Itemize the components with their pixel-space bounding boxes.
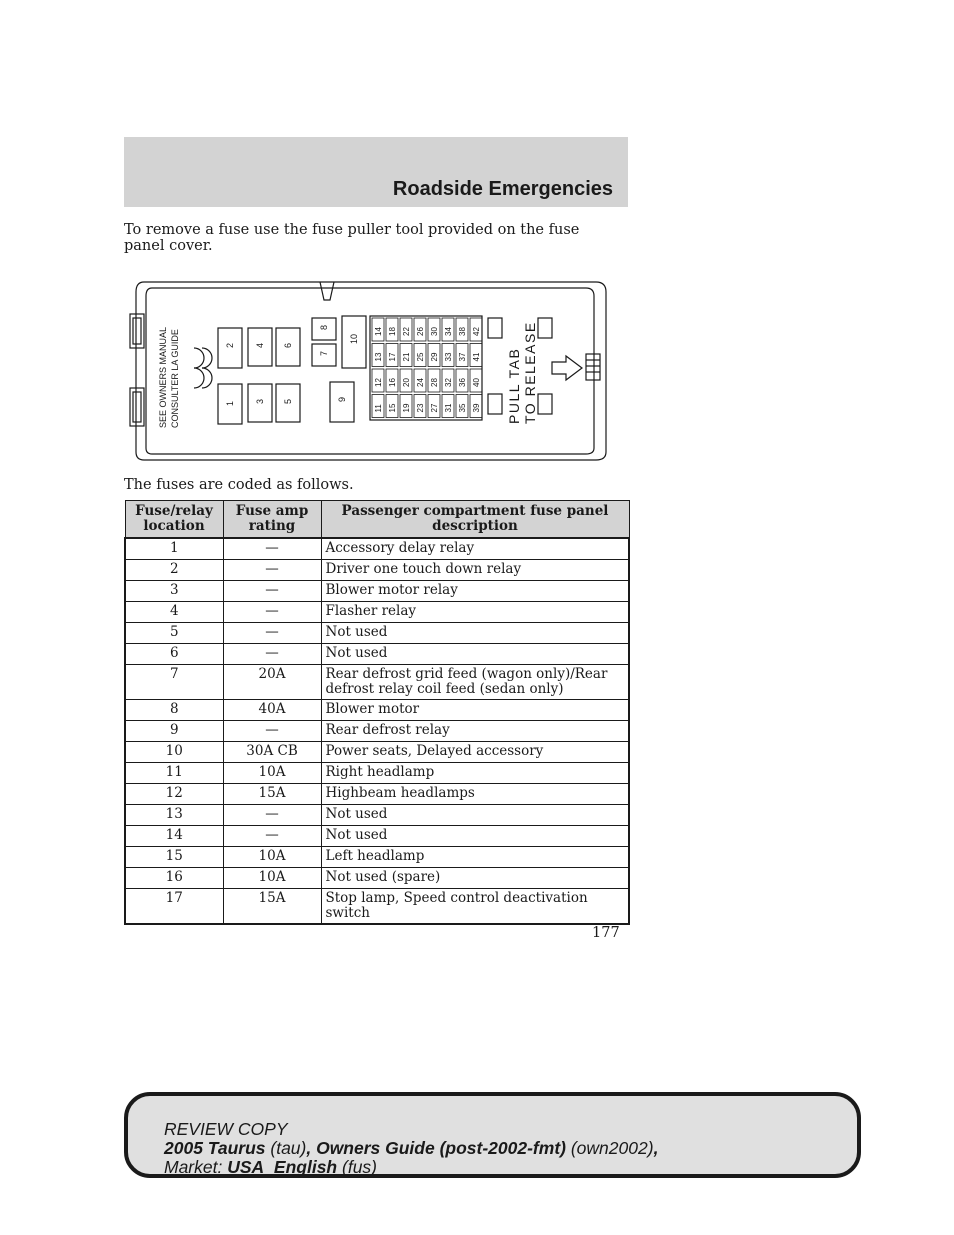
relay-number: 6 [283, 342, 293, 348]
cell-rating: — [223, 826, 321, 847]
col-header-description: Passenger compartment fuse panel description [321, 501, 629, 539]
fuse-number: 14 [374, 327, 383, 336]
table-row [125, 581, 629, 602]
fuse-number: 11 [374, 404, 383, 413]
page-number: 177 [592, 925, 620, 941]
table-row [125, 868, 629, 889]
table-row [125, 763, 629, 784]
table-row [125, 538, 629, 560]
cell-description: Blower motor [321, 700, 629, 721]
table-row [125, 602, 629, 623]
table-row [125, 826, 629, 847]
cell-location: 13 [125, 805, 223, 826]
release-label: TO RELEASE [522, 321, 538, 424]
cell-rating: 10A [223, 868, 321, 889]
fuse-number: 25 [416, 352, 425, 362]
cell-rating: — [223, 623, 321, 644]
cell-description: Left headlamp [321, 847, 629, 868]
cell-location: 7 [125, 665, 223, 700]
table-row [125, 847, 629, 868]
coded-text: The fuses are coded as follows. [124, 477, 354, 493]
pull-tab-label: PULL TAB [506, 347, 522, 424]
market-label: Market: [164, 1157, 223, 1177]
cell-description: Blower motor relay [321, 581, 629, 602]
cell-location: 12 [125, 784, 223, 805]
cell-location: 14 [125, 826, 223, 847]
fuse-number: 36 [458, 378, 467, 387]
fuse-number: 34 [444, 327, 453, 336]
relay-number: 10 [349, 333, 359, 344]
relay-number: 5 [283, 398, 293, 404]
table-row [125, 560, 629, 581]
review-copy-label: REVIEW COPY [164, 1119, 288, 1139]
fuse-number: 42 [472, 327, 481, 336]
fuse-table [124, 500, 630, 925]
cell-rating: — [223, 644, 321, 665]
cell-rating: — [223, 538, 321, 560]
fuse-number: 38 [458, 327, 467, 336]
cell-location: 1 [125, 538, 223, 560]
cell-location: 2 [125, 560, 223, 581]
fuse-number: 19 [402, 403, 411, 413]
relay-number: 1 [225, 400, 235, 406]
review-copy-footer [124, 1092, 861, 1178]
section-header-band [124, 137, 628, 207]
fuse-number: 40 [472, 378, 481, 387]
cell-description: Power seats, Delayed accessory [321, 742, 629, 763]
fuse-number: 37 [458, 352, 467, 362]
cell-description: Not used [321, 805, 629, 826]
table-row [125, 623, 629, 644]
cell-rating: — [223, 602, 321, 623]
panel-label-fr: CONSULTER LA GUIDE [170, 329, 180, 428]
cell-description: Rear defrost grid feed (wagon only)/Rear defrost relay coil feed (sedan only) [321, 665, 629, 700]
fuse-number: 17 [388, 352, 397, 362]
section-title: Roadside Emergencies [392, 178, 613, 200]
cell-description: Not used [321, 623, 629, 644]
fuse-number: 29 [430, 352, 439, 362]
cell-description: Highbeam headlamps [321, 784, 629, 805]
cell-location: 8 [125, 700, 223, 721]
fuse-number: 41 [472, 352, 481, 362]
cell-description: Not used [321, 826, 629, 847]
table-row [125, 665, 629, 700]
relay-number: 8 [319, 324, 329, 330]
cell-description: Accessory delay relay [321, 538, 629, 560]
cell-location: 3 [125, 581, 223, 602]
fuse-number: 32 [444, 378, 453, 387]
cell-rating: — [223, 805, 321, 826]
fuse-number: 18 [388, 327, 397, 336]
fuse-number: 27 [430, 403, 439, 413]
cell-description: Right headlamp [321, 763, 629, 784]
fuse-number: 28 [430, 378, 439, 387]
fuse-number: 23 [416, 403, 425, 413]
cell-rating: — [223, 560, 321, 581]
market-value: USA_English [227, 1157, 338, 1177]
fuse-number: 12 [374, 378, 383, 387]
table-row [125, 644, 629, 665]
table-row [125, 805, 629, 826]
table-row [125, 721, 629, 742]
table-row [125, 742, 629, 763]
cell-rating: 20A [223, 665, 321, 700]
fuse-number: 20 [402, 378, 411, 387]
col-header-location: Fuse/relay location [125, 501, 223, 539]
cell-rating: 10A [223, 847, 321, 868]
cell-description: Stop lamp, Speed control deactivation switch [321, 889, 629, 925]
cell-location: 5 [125, 623, 223, 644]
fuse-number: 39 [472, 403, 481, 413]
fuse-panel-diagram [124, 278, 612, 464]
table-row [125, 784, 629, 805]
fuse-number: 30 [430, 327, 439, 336]
cell-rating: 40A [223, 700, 321, 721]
cell-location: 6 [125, 644, 223, 665]
cell-location: 11 [125, 763, 223, 784]
intro-paragraph: To remove a fuse use the fuse puller tool provided on the fuse panel cover. [124, 222, 580, 254]
cell-description: Not used (spare) [321, 868, 629, 889]
relay-number: 2 [225, 342, 235, 348]
relay-number: 4 [255, 342, 265, 348]
model-name: 2005 Taurus [164, 1138, 266, 1158]
panel-label-en: SEE OWNERS MANUAL [158, 326, 168, 428]
cell-location: 15 [125, 847, 223, 868]
fuse-number: 16 [388, 378, 397, 387]
fuse-number: 21 [402, 352, 411, 362]
fuse-number: 15 [388, 403, 397, 413]
cell-description: Driver one touch down relay [321, 560, 629, 581]
fuse-number: 26 [416, 327, 425, 336]
table-row [125, 889, 629, 925]
col-header-rating: Fuse amp rating [223, 501, 321, 539]
cell-location: 10 [125, 742, 223, 763]
cell-rating: — [223, 581, 321, 602]
cell-description: Flasher relay [321, 602, 629, 623]
fuse-number: 24 [416, 378, 425, 387]
cell-rating: 30A CB [223, 742, 321, 763]
fuse-number: 31 [444, 403, 453, 413]
cell-location: 9 [125, 721, 223, 742]
cell-description: Rear defrost relay [321, 721, 629, 742]
fuse-number: 13 [374, 352, 383, 362]
footer-comma: , [653, 1138, 659, 1158]
cell-rating: — [223, 721, 321, 742]
cell-rating: 10A [223, 763, 321, 784]
guide-code: (own2002) [570, 1138, 654, 1158]
fuse-number: 33 [444, 352, 453, 362]
market-code: (fus) [342, 1157, 377, 1177]
fuse-number: 22 [402, 327, 411, 336]
table-row [125, 700, 629, 721]
cell-location: 4 [125, 602, 223, 623]
cell-location: 16 [125, 868, 223, 889]
guide-name: , Owners Guide (post-2002-fmt) [306, 1138, 566, 1158]
fuse-number: 35 [458, 403, 467, 413]
cell-description: Not used [321, 644, 629, 665]
cell-rating: 15A [223, 889, 321, 925]
relay-number: 7 [319, 350, 329, 356]
cell-rating: 15A [223, 784, 321, 805]
relay-number: 3 [255, 398, 265, 404]
relay-number: 9 [337, 396, 347, 402]
model-code: (tau) [270, 1138, 307, 1158]
cell-location: 17 [125, 889, 223, 925]
